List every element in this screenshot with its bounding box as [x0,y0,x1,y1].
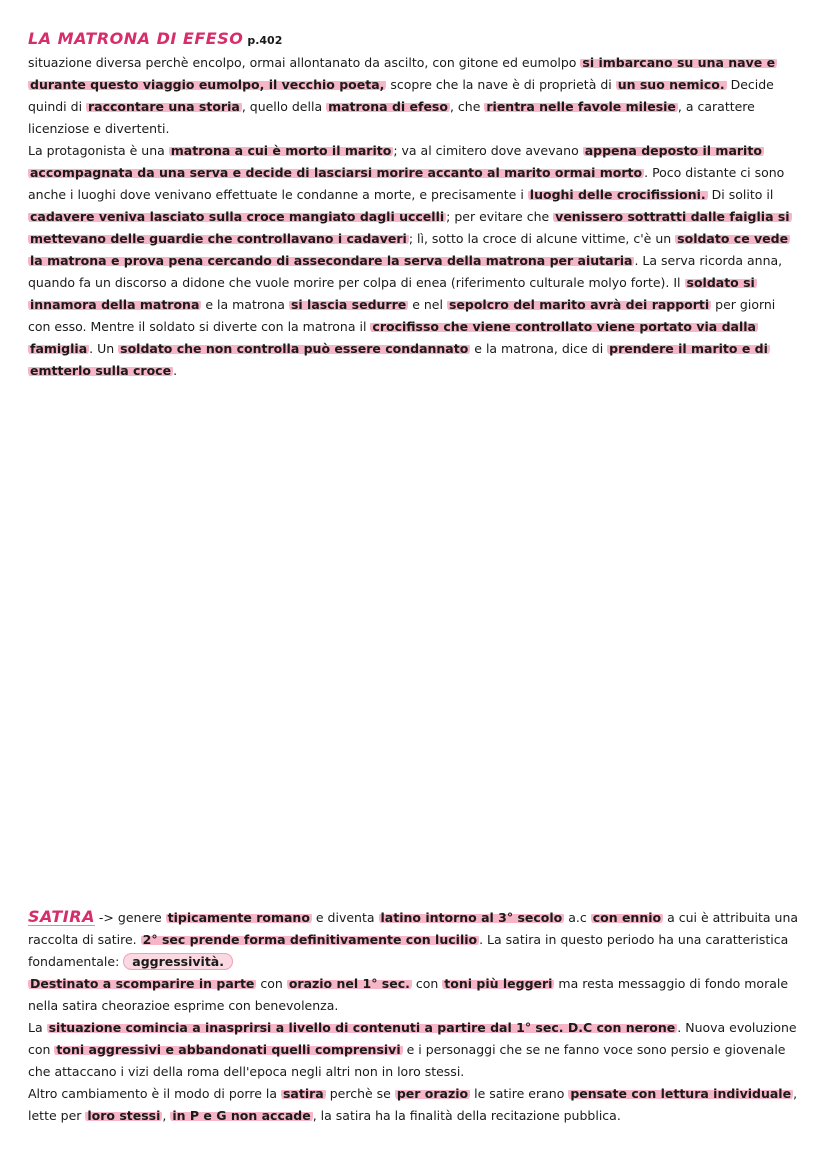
plain-text: e diventa [311,910,379,925]
highlighted-text: toni aggressivi e abbandonati quelli comprensivi [56,1042,401,1057]
plain-text: . [173,363,178,378]
plain-text: genere [117,910,166,925]
plain-text: situazione diversa perchè encolpo, ormai allontanato da ascilto, con gitone ed eumolpo [28,55,581,70]
highlighted-text: rientra nelle favole milesie [486,99,676,114]
highlighted-text: per orazio [396,1086,469,1101]
plain-text: e la matrona, dice di [470,341,608,356]
highlighted-text: prendere il marito e di emtterlo sulla croce [30,341,768,378]
plain-text: . Poco distante ci sono anche i luoghi dove venivano effettuate le condanne a morte, e precisamente i [28,165,785,202]
highlighted-text: tipicamente romano [167,910,310,925]
highlighted-text: pensate con lettura individuale [570,1086,792,1101]
plain-text: ; lì, sotto la croce di alcune vittime, c'è un [408,231,676,246]
plain-text: , la satira ha la finalità della recitazione pubblica. [312,1108,621,1123]
plain-text: La protagonista è una [28,143,169,158]
highlighted-text: matrona a cui è morto il marito [170,143,392,158]
highlighted-text: crocifisso che viene controllato viene portato via dalla famiglia [30,319,756,356]
plain-text: , lette per [28,1086,798,1123]
highlighted-text: latino intorno al 3° secolo [380,910,563,925]
plain-text: a.c [564,910,591,925]
page-reference: p.402 [247,34,283,47]
satira-intro [28,910,798,970]
matrona-heading [28,28,800,52]
highlighted-text: raccontare una storia [88,99,240,114]
plain-text: , che [449,99,485,114]
highlighted-text: soldato si innamora della matrona [30,275,755,312]
plain-text: le satire erano [470,1086,569,1101]
plain-text: La [28,1020,47,1035]
circled-text: aggressività. [123,953,233,970]
plain-text: con [256,976,287,991]
satira-section [28,906,800,1127]
plain-text: con [411,976,443,991]
highlighted-text: Destinato a scomparire in parte [30,976,255,991]
plain-text: Di solito il [707,187,774,202]
highlighted-text: in P e G non accade [172,1108,311,1123]
highlighted-text: 2° sec prende forma definitivamente con lucilio [142,932,478,947]
plain-text: . Nuova evoluzione con [28,1020,797,1057]
arrow-connector: -> [94,910,118,925]
plain-text: e nel [408,297,447,312]
highlighted-text: un suo nemico. [617,77,725,92]
plain-text: ; va al cimitero dove avevano [393,143,583,158]
satira-paragraph [28,906,800,973]
highlighted-text: con ennio [592,910,662,925]
plain-text: scopre che la nave è di proprietà di [386,77,616,92]
plain-text: , quello della [241,99,327,114]
plain-text: e la matrona [201,297,289,312]
plain-text: perchè se [325,1086,395,1101]
highlighted-text: luoghi delle crocifissioni. [529,187,706,202]
satira-paragraph [28,1017,800,1083]
highlighted-text: soldato che non controlla può essere condannato [120,341,469,356]
highlighted-text: toni più leggeri [444,976,553,991]
plain-text: . La satira in questo periodo ha una caratteristica fondamentale: [28,932,789,969]
plain-text: , [162,1108,171,1123]
highlighted-text: soldato ce vede la matrona e prova pena cercando di assecondare la serva della matrona per aiutaria [30,231,789,268]
plain-text: ; per evitare che [446,209,554,224]
plain-text: Decide quindi di [28,77,774,114]
satira-title: SATIRA [28,907,95,926]
highlighted-text: situazione comincia a inasprirsi a livello di contenuti a partire dal 1° sec. D.C con nerone [48,1020,676,1035]
highlighted-text: orazio nel 1° sec. [288,976,410,991]
plain-text: ma resta messaggio di fondo morale nella satira cheorazioe esprime con benevolenza. [28,976,789,1013]
plain-text: . La serva ricorda anna, quando fa un discorso a didone che vuole morire per colpa di enea (riferimento culturale molyo forte). Il [28,253,783,290]
plain-text: , a carattere licenziose e divertenti. [28,99,755,136]
highlighted-text: venissero sottratti dalle faiglia si mettevano delle guardie che controllavano i cadaveri [30,209,790,246]
highlighted-text: appena deposto il marito accompagnata da una serva e decide di lasciarsi morire accanto al marito ormai morto [30,143,762,180]
matrona-title: LA MATRONA DI EFESO [28,29,244,48]
matrona-section [28,28,800,382]
matrona-paragraph [28,52,800,140]
highlighted-text: sepolcro del marito avrà dei rapporti [448,297,710,312]
plain-text: a cui è attribuita una raccolta di satire. [28,910,799,947]
plain-text: . Un [89,341,119,356]
plain-text: per giorni con esso. Mentre il soldato si diverte con la matrona il [28,297,776,334]
matrona-paragraph [28,140,800,382]
highlighted-text: si lascia sedurre [290,297,407,312]
satira-paragraph [28,973,800,1017]
plain-text: e i personaggi che se ne fanno voce sono persio e giovenale che attaccano i vizi della roma dell'epoca negli altri non in loro stessi. [28,1042,786,1079]
highlighted-text: matrona di efeso [328,99,448,114]
highlighted-text: si imbarcano su una nave e durante questo viaggio eumolpo, il vecchio poeta, [30,55,776,92]
satira-paragraph [28,1083,800,1127]
highlighted-text: satira [282,1086,324,1101]
highlighted-text: loro stessi [87,1108,161,1123]
plain-text: Altro cambiamento è il modo di porre la [28,1086,281,1101]
highlighted-text: cadavere veniva lasciato sulla croce mangiato dagli uccelli [30,209,445,224]
